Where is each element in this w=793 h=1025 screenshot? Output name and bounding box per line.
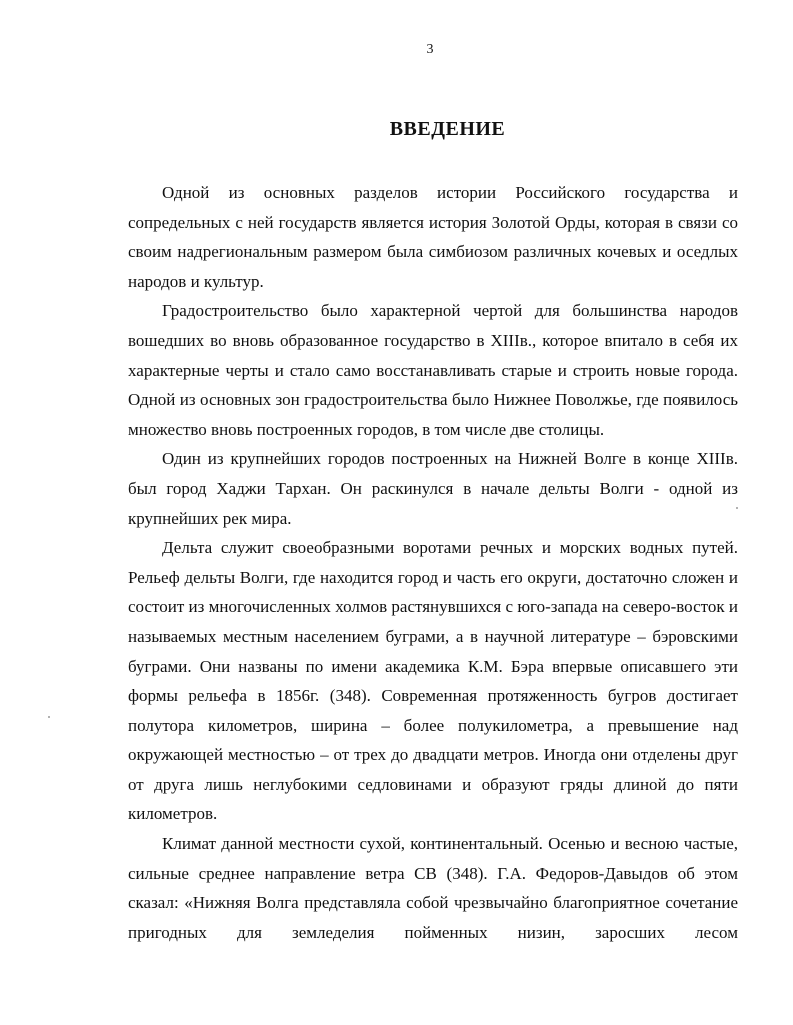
paragraph-2: Градостроительство было характерной чертой для большинства народов вошедших во вновь образованное государство в XIIIв., которое впитало в себя их характерные черты и стало само восстанавливать старые и строить новые города. Одной из основных зон градостроительства было Нижнее Поволжье, где появилось множество вновь построенных городов, в том числе две столицы. (128, 301, 738, 439)
paragraph-1: Одной из основных разделов истории Российского государства и сопредельных с ней государств является история Золотой Орды, которая в связи со своим надрегиональным размером была симбиозом различных кочевых и оседлых народов и культур. (128, 183, 738, 291)
paragraph-4: Дельта служит своеобразными воротами речных и морских водных путей. Рельеф дельты Волги, где находится город и часть его округи, достаточно сложен и состоит из многочисленных холмов растянувшихся с юго-запада на северо-восток и называемых местным населением буграми, а в научной литературе – бэровскими буграми. Они названы по имени академика К.М. Бэра впервые описавшего эти формы рельефа в 1856г. (348). Современная протяженность бугров достигает полутора километров, ширина – более полукилометра, а превышение над окружающей местностью – от трех до двадцати метров. Иногда они отделены друг от друга лишь неглубокими седловинами и образуют гряды длиной до пяти километров. (128, 538, 738, 824)
page-title: ВВЕДЕНИЕ (389, 118, 506, 140)
scan-artifact (736, 507, 738, 509)
paragraph-5: Климат данной местности сухой, континентальный. Осенью и весною частые, сильные среднее направление ветра СВ (348). Г.А. Федоров-Давыдов об этом сказал: «Нижняя Волга представляла собой чрезвычайно благоприятное сочетание пригодных для земледелия пойменных низин, заросших лесом (128, 834, 738, 942)
page-number: 3 (426, 42, 434, 57)
scan-artifact (48, 716, 50, 718)
paragraph-3: Один из крупнейших городов построенных на Нижней Волге в конце XIIIв. был город Хаджи Тархан. Он раскинулся в начале дельты Волги - одной из крупнейших рек мира. (128, 449, 738, 528)
body-text (128, 178, 738, 947)
